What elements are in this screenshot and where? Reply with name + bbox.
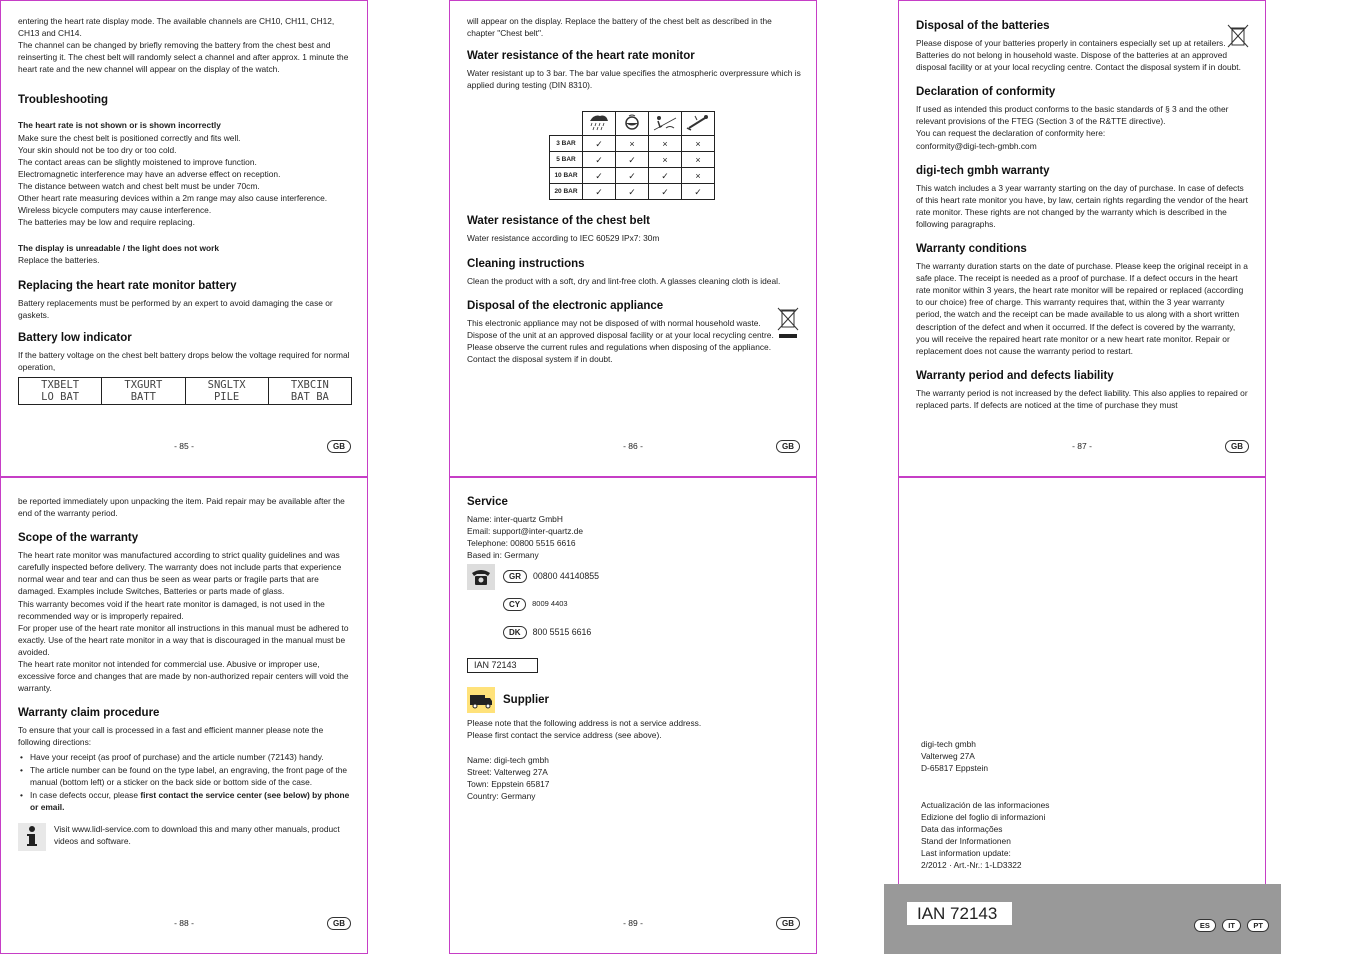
- info-icon: [18, 823, 46, 851]
- page-footer: [450, 917, 816, 931]
- text-line: Based in: Germany: [467, 550, 539, 561]
- email-line: conformity@digi-tech-gmbh.com: [916, 140, 1037, 151]
- info-note: [18, 823, 352, 851]
- section-title: Warranty period and defects liability: [916, 369, 1114, 382]
- paragraph: Battery replacements must be performed by an expert to avoid damaging the case or gaskets.: [18, 297, 333, 320]
- page-number: - 85 -: [174, 441, 194, 451]
- text-line: Please first contact the service address (see above).: [467, 730, 662, 741]
- section-title: Scope of the warranty: [18, 532, 139, 545]
- back-cover-bar: [884, 884, 1281, 954]
- page-number: - 87 -: [1072, 441, 1092, 451]
- text-line: Make sure the chest belt is positioned correctly and fits well.: [18, 132, 241, 143]
- swimming-icon: [649, 112, 682, 136]
- text-line: Telephone: 00800 5515 6616: [467, 538, 576, 549]
- diving-icon: [682, 112, 715, 136]
- table-row-label: 3 BAR: [550, 136, 583, 152]
- section-title: Warranty conditions: [916, 243, 1027, 256]
- table-cell: ✓: [583, 152, 616, 168]
- washing-icon: [616, 112, 649, 136]
- paragraph: Water resistant up to 3 bar. The bar value specifies the atmospheric overpressure which is applied during testing (DIN 8310).: [467, 68, 801, 91]
- info-line: 2/2012 · Art.-Nr.: 1-LD3322: [921, 860, 1022, 871]
- paragraph: The warranty period is not increased by the defect liability. This also applies to repaired or replaced parts. If defects are noticed at the time of purchase they must: [916, 387, 1248, 410]
- truck-icon: [467, 687, 495, 713]
- hotline-list: [467, 564, 801, 644]
- paragraph: Water resistance according to IEC 60529 IPx7: 30m: [467, 233, 660, 244]
- table-cell: ×: [682, 136, 715, 152]
- text-line: The contact areas can be slightly moistened to improve function.: [18, 156, 257, 167]
- table-row-label: 5 BAR: [550, 152, 583, 168]
- text-line: Please note that the following address is not a service address.: [467, 718, 702, 729]
- hotline-row: [503, 620, 801, 644]
- text-line: Other heart rate measuring devices within a 2m range may also cause interference.: [18, 193, 328, 204]
- info-line: Data das informações: [921, 824, 1003, 835]
- section-title: Cleaning instructions: [467, 257, 585, 270]
- text-line: Electromagnetic interference may have an adverse effect on reception.: [18, 168, 281, 179]
- table-cell: ✓: [583, 168, 616, 184]
- paragraph: The warranty duration starts on the date of purchase. Please keep the original receipt in a safe place. The receipt is needed as a proof of purchase. If a defect occurs in the heart rate monitor within 3 years, the heart rate monitor will be repaired or replaced (according to our choice) free of charge. This warranty requires that, within the 3 year warranty period, the watch and the receipt can be made available to us along with a short written description of the defect and when it occurred. If the defect is covered by the warranty, you will receive the repaired heart rate monitor or a new heart rate monitor. Repair or replacement does not cause the warranty period to restart.: [916, 261, 1248, 356]
- paragraph: To ensure that your call is processed in a fast and efficient manner please note the following directions:: [18, 725, 324, 748]
- paragraph: The heart rate monitor was manufactured according to strict quality guidelines and was carefully inspected before delivery. The warranty does not include parts that experience normal wear and tear and can thus be seen as wear parts or fragile parts that are damaged. Examples include Switches, Batteries or parts made of glass.: [18, 550, 342, 597]
- section-title: Service: [467, 496, 508, 508]
- section-title: Water resistance of the heart rate monitor: [467, 50, 695, 63]
- info-line: Last information update:: [921, 848, 1011, 859]
- table-cell: ×: [649, 152, 682, 168]
- text-line: If used as intended this product conforms to the basic standards of § 3 and the other relevant provisions of the FTEG (Section 3 of the R&TTE directive).: [916, 104, 1229, 127]
- text-line: The batteries may be low and require replacing.: [18, 217, 195, 228]
- list-item: • Have your receipt (as proof of purchase) and the article number (72143) handy.: [18, 751, 352, 763]
- text-line: Email: support@inter-quartz.de: [467, 526, 584, 537]
- language-badges: [1192, 915, 1269, 933]
- section-title: Disposal of the electronic appliance: [467, 299, 664, 312]
- page-footer: [899, 440, 1265, 454]
- supplier-header: [467, 687, 801, 713]
- supplier-address: [921, 738, 988, 774]
- page-86: [449, 0, 817, 477]
- country-badge: GR: [503, 570, 527, 583]
- section-title: Troubleshooting: [18, 94, 109, 107]
- directions-list: [18, 751, 352, 813]
- hotline-row: [503, 564, 801, 588]
- page-number: - 86 -: [623, 441, 643, 451]
- paragraph: The heart rate monitor not intended for commercial use. Abusive or improper use, excessive force and changes that are made by non-authorized repair centers will void the warranty.: [18, 659, 349, 694]
- address-line: D-65817 Eppstein: [921, 763, 989, 774]
- text-line: Name: inter-quartz GmbH: [467, 514, 563, 524]
- page-85: [0, 0, 368, 477]
- page-footer: [1, 440, 367, 454]
- table-cell: ✓: [616, 184, 649, 200]
- phone-number: 8009 4403: [532, 599, 568, 609]
- table-cell: ✓: [682, 184, 715, 200]
- table-cell: ×: [682, 152, 715, 168]
- table-row-label: 20 BAR: [550, 184, 583, 200]
- page-89: [449, 477, 817, 954]
- language-badge: GB: [1225, 440, 1249, 453]
- table-cell: ✓: [649, 184, 682, 200]
- text-line: Street: Valterweg 27A: [467, 766, 548, 777]
- section-title: digi-tech gmbh warranty: [916, 164, 1050, 177]
- language-badge: GB: [327, 917, 351, 930]
- ian-label: IAN 72143: [907, 902, 1012, 925]
- table-cell: ×: [682, 168, 715, 184]
- info-update-block: [921, 799, 1049, 872]
- rain-icon: [583, 112, 616, 136]
- battery-lcd-table: [18, 377, 352, 405]
- text-line: Name: digi-tech gmbh: [467, 754, 549, 765]
- subsection-title: The display is unreadable / the light does not work: [18, 243, 220, 254]
- page-footer: [1, 917, 367, 931]
- hotline-row: [503, 592, 801, 616]
- ian-box: IAN 72143: [467, 658, 538, 673]
- text-line: You can request the declaration of conformity here:: [916, 128, 1106, 139]
- page-number: - 89 -: [623, 918, 643, 928]
- country-badge: CY: [503, 598, 526, 611]
- crossed-bin-icon: [1226, 23, 1250, 52]
- country-badge: DK: [503, 626, 527, 639]
- table-cell: ✓: [583, 184, 616, 200]
- text-line: Wireless bicycle computers may cause interference.: [18, 205, 212, 216]
- intro-line: will appear on the display. Replace the battery of the chest belt as described in the chapter "Chest belt".: [467, 16, 772, 39]
- text-line: Replace the batteries.: [18, 255, 100, 266]
- paragraph: Please dispose of your batteries properly in containers especially set up at retailers. Batteries do not belong in household waste. Dispose of the batteries at an approved disposal facility or at your local recycling centre. Contact the disposal system if in doubt.: [916, 38, 1241, 73]
- language-badge: GB: [776, 917, 800, 930]
- section-title: Disposal of the batteries: [916, 20, 1050, 32]
- info-text: Visit www.lidl-service.com to download this and many other manuals, product videos and software.: [54, 823, 340, 847]
- text-line: Your skin should not be too dry or too cold.: [18, 144, 177, 155]
- language-badge: IT: [1222, 919, 1241, 932]
- section-title: Supplier: [503, 694, 550, 707]
- section-title: Warranty claim procedure: [18, 707, 160, 720]
- table-cell: ✓: [616, 168, 649, 184]
- info-line: Edizione del foglio di informazioni: [921, 812, 1046, 823]
- info-line: Stand der Informationen: [921, 836, 1011, 847]
- lcd-cell: TXGURT BATT: [102, 378, 185, 404]
- crossed-bin-icon: [775, 305, 801, 342]
- section-title: Replacing the heart rate monitor battery: [18, 279, 237, 292]
- language-badge: GB: [327, 440, 351, 453]
- page-87: [898, 0, 1266, 477]
- paragraph: This warranty becomes void if the heart rate monitor is damaged, is not used in the recommended way or is improperly repaired.: [18, 598, 325, 621]
- list-item: • In case defects occur, please first contact the service center (see below) by phone or email.: [18, 789, 352, 813]
- table-cell: ✓: [649, 168, 682, 184]
- paragraph: This electronic appliance may not be disposed of with normal household waste. Dispose of the unit at an approved disposal facility or at your local recycling centre. Please observe the current rules and regulations when disposing of the appliance. Contact the disposal system if in doubt.: [467, 317, 774, 364]
- intro-line: entering the heart rate display mode. The available channels are CH10, CH11, CH12, CH13 and CH14.: [18, 16, 335, 39]
- table-row-label: 10 BAR: [550, 168, 583, 184]
- page-footer: [450, 440, 816, 454]
- water-resistance-table: [549, 111, 715, 200]
- telephone-icon: [467, 564, 495, 590]
- section-title: Battery low indicator: [18, 331, 132, 344]
- text-line: Town: Eppstein 65817: [467, 778, 550, 789]
- text-line: Country: Germany: [467, 790, 536, 801]
- address-line: Valterweg 27A: [921, 751, 975, 762]
- intro-line: be reported immediately upon unpacking the item. Paid repair may be available after the end of the warranty period.: [18, 496, 345, 519]
- list-item: • The article number can be found on the type label, an engraving, the front page of the manual (bottom left) or a sticker on the back side or bottom side of the case.: [18, 764, 352, 788]
- page-number: - 88 -: [174, 918, 194, 928]
- phone-number: 00800 44140855: [533, 571, 600, 582]
- info-line: Actualización de las informaciones: [921, 800, 1050, 810]
- language-badge: GB: [776, 440, 800, 453]
- paragraph: Clean the product with a soft, dry and lint-free cloth. A glasses cleaning cloth is ideal.: [467, 275, 781, 286]
- table-cell: ✓: [583, 136, 616, 152]
- lcd-cell: SNGLTX PILE: [186, 378, 269, 404]
- paragraph: For proper use of the heart rate monitor all instructions in this manual must be adhered to exactly. Use of the heart rate monitor in a way that is discouraged in the manual must be avoided.: [18, 622, 349, 657]
- subsection-title: The heart rate is not shown or is shown incorrectly: [18, 120, 221, 131]
- page-back-cover: [898, 477, 1266, 954]
- section-title: Water resistance of the chest belt: [467, 215, 650, 228]
- lcd-cell: TXBCIN BAT BA: [290, 378, 329, 403]
- intro-line: The channel can be changed by briefly removing the battery from the chest best and reinserting it. The chest belt will randomly select a channel and after approx. 1 minute the heart rate and the new channel will appear on the display of the watch.: [18, 40, 349, 75]
- table-cell: ×: [616, 136, 649, 152]
- section-title: Declaration of conformity: [916, 86, 1056, 99]
- paragraph: This watch includes a 3 year warranty starting on the day of purchase. In case of defects of this heart rate monitor you have, by law, certain rights regarding the vendor of the heart rate monitor. These rights are not changed by the warranty which is described in the following paragraphs.: [916, 182, 1248, 229]
- lcd-cell: TXBELT LO BAT: [19, 378, 102, 404]
- table-cell: ×: [649, 136, 682, 152]
- language-badge: PT: [1247, 919, 1269, 932]
- phone-number: 800 5515 6616: [532, 627, 592, 638]
- text-line: The distance between watch and chest belt must be under 70cm.: [18, 180, 260, 191]
- page-88: [0, 477, 368, 954]
- table-cell: ✓: [616, 152, 649, 168]
- language-badge: ES: [1194, 919, 1216, 932]
- paragraph: If the battery voltage on the chest belt battery drops below the voltage required for normal operation,: [18, 349, 350, 372]
- address-line: digi-tech gmbh: [921, 739, 976, 749]
